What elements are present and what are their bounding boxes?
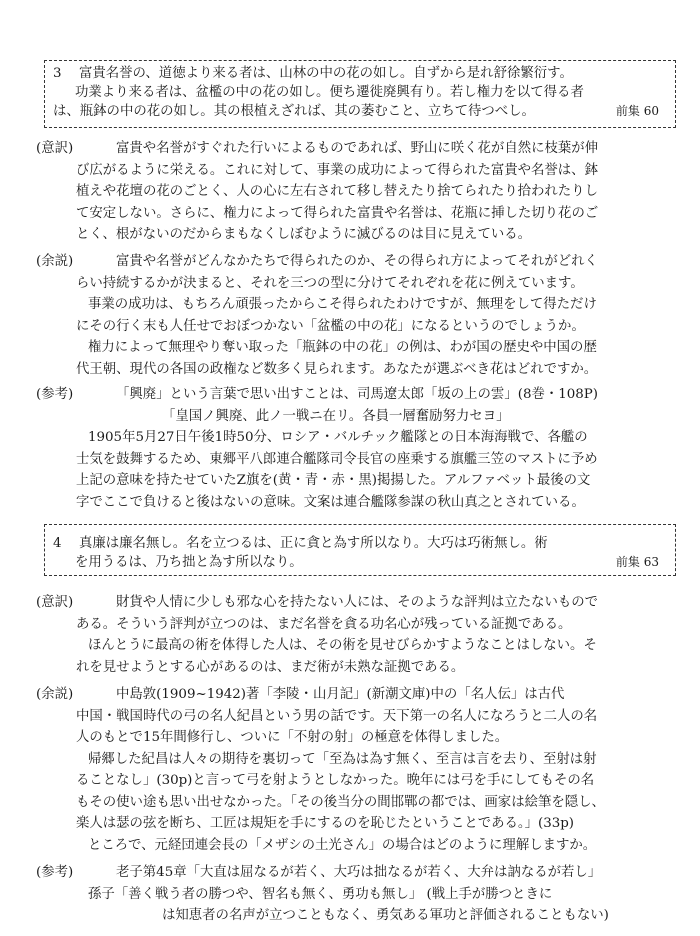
source-reference: 前集 63	[615, 555, 659, 569]
paragraph-line: 植えや花壇の花のごとく、人の心に左右されて移し替えたり捨てられたり拾われたりし	[76, 184, 598, 199]
paragraph-line: 権力によって無理やり奪い取った「瓶鉢の中の花」の例は、わが国の歴史や中国の歴	[88, 340, 597, 355]
source-reference: 前集 60	[615, 104, 659, 118]
quote-box-3	[44, 60, 676, 128]
paragraph-line: 上記の意味を持たせていたZ旗を(黄・青・赤・黒)掲揚した。アルファベット最後の文	[76, 473, 591, 488]
paragraph-line: 老子第45章「大直は屈なるが若く、大巧は拙なるが若く、大弁は訥なるが若し」	[116, 865, 602, 880]
paragraph-line: もその使い途も思い出せなかった。「その後当分の間邯鄲の都では、画家は絵筆を隠し、	[76, 794, 605, 810]
paragraph-line: 代王朝、現代の各国の政権など数多く見られます。あなたが選ぶべき花はどれですか。	[76, 361, 598, 377]
section-label: (意訳)	[36, 141, 74, 156]
paragraph-line: 1905年5月27日午後1時50分、ロシア・バルチック艦隊との日本海海戦で、各艦の	[88, 430, 588, 445]
paragraph-line: 中島敦(1909~1942)著「李陵・山月記」(新潮文庫)中の「名人伝」は古代	[116, 687, 565, 702]
paragraph-line: 財貨や人情に少しも邪な心を持たない人には、そのような評判は立たないもので	[116, 595, 599, 610]
entry-number: 4	[53, 536, 62, 551]
quote-line: は、瓶鉢の中の花の如し。其の根植えざれば、其の萎むこと、立ちて待つべし。	[53, 104, 535, 119]
quote-line: を用うるは、乃ち拙と為す所以なり。	[75, 555, 303, 570]
paragraph-line: れを見せようとする心があるのは、まだ術が未熟な証拠である。	[76, 659, 465, 675]
section-label: (意訳)	[36, 595, 74, 610]
remark-section-3	[36, 251, 676, 380]
section-label: (余説)	[36, 687, 74, 702]
paragraph-line: 帰郷した紀昌は人々の期待を裏切って「至為は為す無く、至言は言を去り、至射は射	[88, 751, 597, 767]
paragraph-line: て安定しない。さらに、権力によって得られた富貴や名誉は、花瓶に挿した切り花のご	[76, 205, 599, 221]
paragraph-line: とく、根がないのだからまもなくしぼむように滅びるのは目に見えている。	[76, 227, 532, 242]
paragraph-line: 事業の成功は、もちろん頑張ったからこそ得られたわけですが、無理をして得ただけ	[88, 297, 597, 312]
paragraph-line: ることなし」(30p)と言って弓を射ようとしなかった。晩年には弓を手にしてもその名	[76, 773, 595, 788]
paragraph-line: ほんとうに最高の術を体得した人は、その術を見せびらかすようなことはしない。そ	[88, 638, 597, 653]
section-label: (参考)	[36, 865, 74, 880]
paragraph-line: 楽人は瑟の弦を断ち、工匠は規矩を手にするのを恥じたということである。」(33p)	[76, 816, 575, 831]
quote-line: 富貴名誉の、道徳より来る者は、山林の中の花の如し。自ずから是れ舒徐繁衍す。	[79, 66, 573, 81]
section-label: (余説)	[36, 254, 74, 269]
section-label: (参考)	[36, 387, 74, 402]
paragraph-line: ところで、元経団連会長の「メザシの土光さん」の場合はどのように理解しますか。	[88, 837, 597, 853]
paragraph-line: 人のもとで15年間修行し、ついに「不射の射」の極意を体得しました。	[76, 730, 509, 745]
quote-line: 真廉は廉名無し。名を立つるは、正に貪と為す所以なり。大巧は巧術無し。術	[79, 536, 548, 551]
paragraph-line: は知恵者の名声が立つこともなく、勇気ある軍功と評価されることもない)	[162, 908, 609, 923]
paragraph-line: 士気を鼓舞するため、東郷平八郎連合艦隊司令長官の座乗する旗艦三笠のマストに予め	[76, 451, 598, 467]
quote-box-4	[44, 524, 676, 576]
meaning-section-3	[36, 138, 676, 246]
paragraph-line: 「興廃」という言葉で思い出すことは、司馬遼太郎「坂の上の雲」(8巻・108P)	[116, 387, 599, 402]
paragraph-line: 富貴や名誉がすぐれた行いによるものであれば、野山に咲く花が自然に枝葉が伸	[116, 141, 599, 156]
paragraph-line: 富貴や名誉がどんなかたちで得られたのか、その得られ方によってそれがどれく	[116, 254, 598, 269]
reference-section-3	[36, 384, 676, 513]
entry-number: 3	[53, 66, 62, 81]
paragraph-line: にその行く末も人任せでおぼつかない「盆檻の中の花」になるというのでしょうか。	[76, 318, 585, 334]
meaning-section-4	[36, 592, 676, 678]
quote-line: 功業より来る者は、盆檻の中の花の如し。便ち遷徙廃興有り。若し権力を以て得る者	[75, 85, 584, 100]
paragraph-line: 中国・戦国時代の弓の名人紀昌という男の話です。天下第一の名人になろうと二人の名	[76, 708, 598, 724]
paragraph-line: 「皇国ノ興廃、此ノ一戦ニ在リ。各員一層奮励努力セヨ」	[162, 408, 510, 424]
paragraph-line: び広がるように栄える。これに対して、事業の成功によって得られた富貴や名誉は、鉢	[76, 162, 598, 178]
paragraph-line: 孫子「善く戦う者の勝つや、智名も無く、勇功も無し」 (戦上手が勝つときに	[88, 886, 553, 902]
paragraph-line: らい持続するかが決まると、それを三つの型に分けてそれぞれを花に例えています。	[76, 275, 584, 291]
remark-section-4	[36, 684, 676, 856]
paragraph-line: ある。そういう評判が立つのは、まだ名誉を貪る功名心が残っている証拠である。	[76, 616, 572, 632]
paragraph-line: 字でここで負けると後はないの意味。文案は連合艦隊参謀の秋山真之とされている。	[76, 494, 585, 510]
reference-section-4	[36, 862, 676, 927]
